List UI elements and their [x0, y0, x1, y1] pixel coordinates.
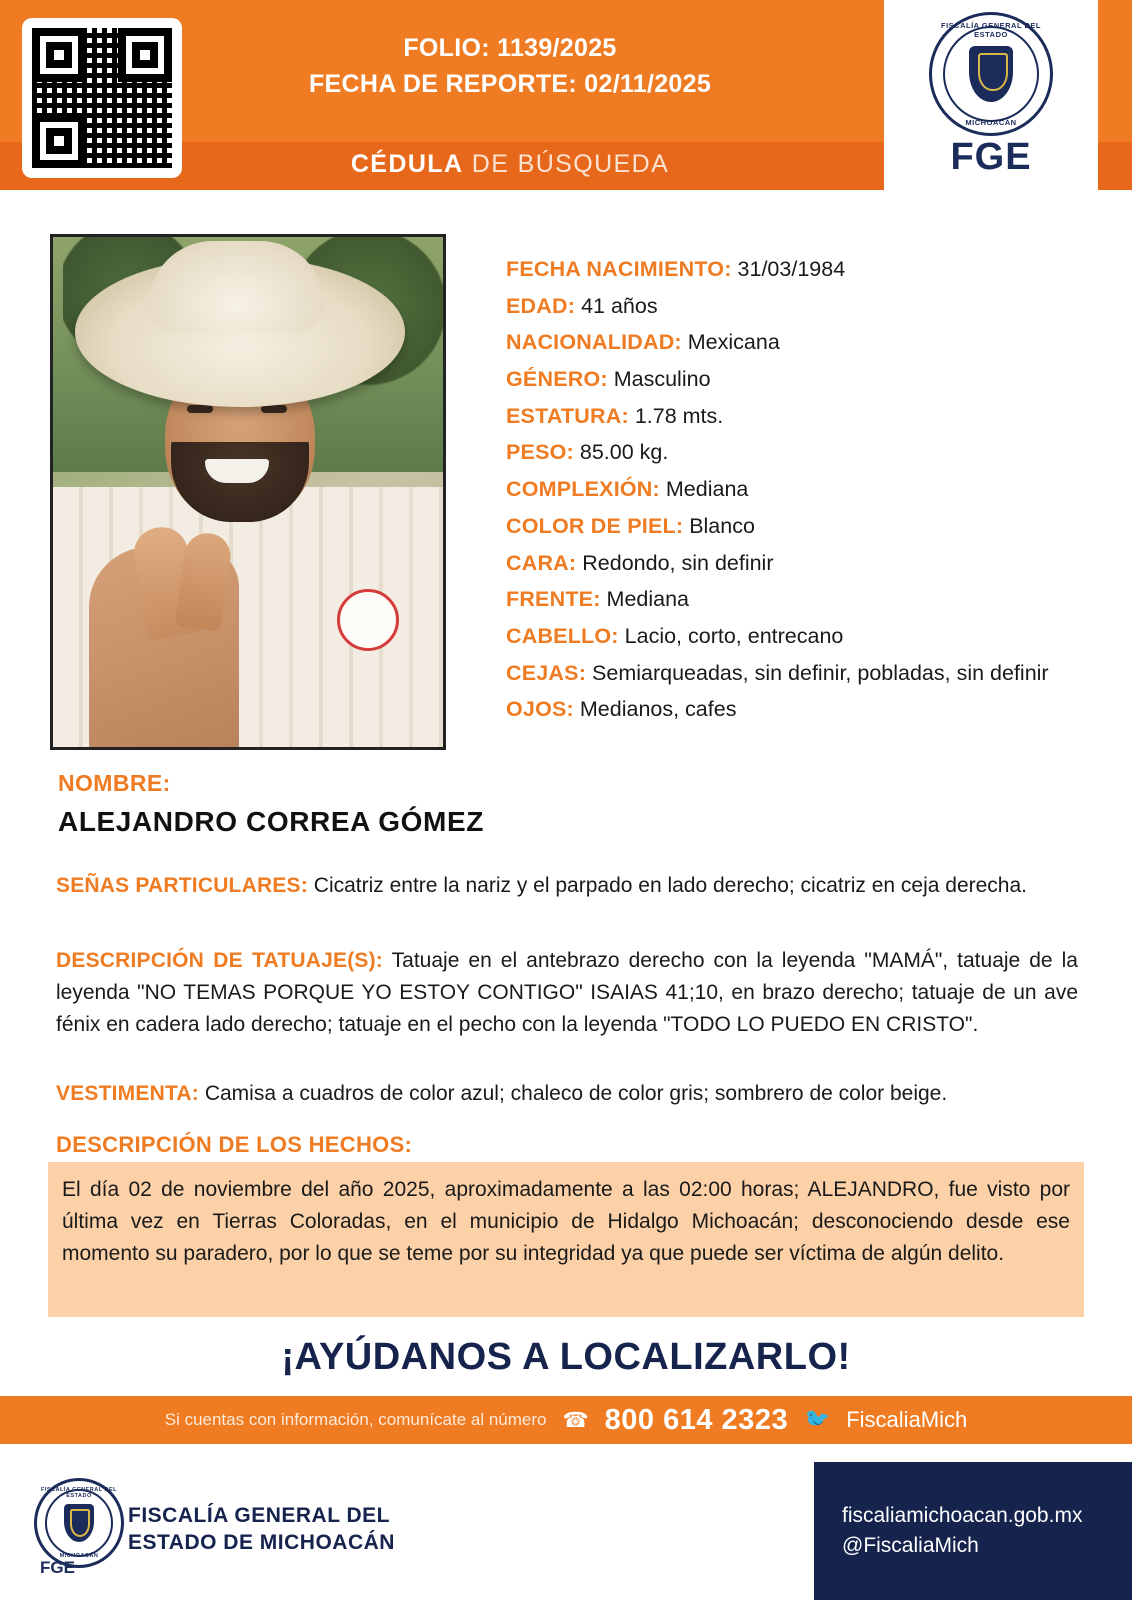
seal-bottom-text: MICHOACÁN: [965, 118, 1017, 127]
detail-value: 41 años: [581, 293, 658, 318]
detail-row: [506, 472, 1106, 508]
physical-description-list: [506, 252, 1106, 729]
report-date-label: FECHA DE REPORTE:: [308, 70, 578, 99]
document-type-rest: DE BÚSQUEDA: [463, 150, 670, 178]
folio-label: FOLIO:: [403, 34, 490, 62]
folio-value: 1139/2025: [497, 34, 617, 62]
detail-label: CABELLO:: [506, 623, 619, 648]
detail-value: Mediana: [606, 587, 690, 612]
header: [0, 0, 1132, 190]
detail-row: [506, 325, 1106, 361]
detail-value: 1.78 mts.: [634, 403, 724, 428]
shield-icon: [64, 1504, 94, 1542]
report-date-line: [200, 66, 820, 102]
clothing-label: VESTIMENTA:: [56, 1082, 199, 1105]
fge-seal-icon: [929, 12, 1053, 136]
tattoos-label: DESCRIPCIÓN DE TATUAJE(S):: [56, 949, 383, 972]
photo-smile: [205, 459, 269, 483]
footer-org-line-1: FISCALÍA GENERAL DEL: [128, 1504, 391, 1527]
seal-inner-ring: [943, 26, 1039, 122]
qr-code-icon: [32, 28, 172, 168]
footer-seal-icon: [34, 1478, 126, 1570]
detail-row: [506, 656, 1106, 692]
footer-org-line-2: ESTADO DE MICHOACÁN: [128, 1531, 395, 1555]
detail-row: [506, 435, 1106, 471]
facts-label: DESCRIPCIÓN DE LOS HECHOS:: [56, 1132, 413, 1157]
detail-row: [506, 399, 1106, 435]
detail-value: Redondo, sin definir: [582, 550, 774, 575]
tattoos-text: Tatuaje en el antebrazo derecho con la leyenda "MAMÁ", tatuaje de la leyenda "NO TEMAS PORQUE YO ESTOY CONTIGO" ISAIAS 41;10, en brazo derecho; tatuaje de un ave fénix en cadera lado derecho; tatuaje en el pecho con la leyenda "TODO LO PUEDO EN CRISTO".: [56, 949, 1078, 1036]
detail-label: COMPLEXIÓN:: [506, 477, 660, 502]
shield-icon: [969, 46, 1013, 102]
detail-label: COLOR DE PIEL:: [506, 513, 684, 538]
detail-value: Mediana: [665, 477, 749, 502]
missing-person-photo: [50, 234, 446, 750]
footer-seal-bottom-text: MICHOACÁN: [59, 1553, 99, 1559]
detail-value: Medianos, cafes: [579, 697, 737, 722]
folio-line: [200, 30, 820, 66]
folio-block: [200, 30, 820, 103]
detail-label: EDAD:: [506, 293, 576, 318]
detail-row: [506, 362, 1106, 398]
twitter-icon: 🐦: [804, 1408, 831, 1431]
tattoos-section: [56, 945, 1078, 1041]
footer-fge-wordmark: FGE: [40, 1558, 75, 1577]
detail-row: [506, 546, 1106, 582]
detail-label: NACIONALIDAD:: [506, 330, 682, 355]
name-label: NOMBRE:: [58, 770, 171, 796]
photo-eye-right: [261, 405, 287, 413]
photo-hat-crown: [149, 241, 324, 333]
phone-icon: ☎: [562, 1408, 589, 1432]
footer-seal: [34, 1478, 124, 1568]
fge-logo-card: [884, 0, 1098, 246]
contact-twitter[interactable]: FiscaliaMich: [846, 1407, 968, 1432]
detail-value: 31/03/1984: [737, 257, 846, 281]
detail-label: ESTATURA:: [506, 403, 629, 428]
footer-twitter-link[interactable]: @FiscaliaMich: [842, 1534, 979, 1557]
detail-label: PESO:: [506, 440, 574, 465]
detail-label: CARA:: [506, 550, 577, 575]
seal-top-text: FISCALÍA GENERAL DEL ESTADO: [940, 21, 1041, 39]
detail-label: FRENTE:: [506, 587, 601, 612]
detail-row: [506, 582, 1106, 618]
detail-value: Mexicana: [687, 330, 780, 355]
distinguishing-marks-text: Cicatriz entre la nariz y el parpado en lado derecho; cicatriz en ceja derecha.: [313, 874, 1028, 897]
facts-text: El día 02 de noviembre del año 2025, aproximadamente a las 02:00 horas; ALEJANDRO, fue visto por última vez en Tierras Coloradas, en el municipio de Hidalgo Michoacán; desconociendo desde ese momento su paradero, por lo que se teme por su integridad ya que puede ser víctima de algún delito.: [48, 1162, 1084, 1317]
detail-value: 85.00 kg.: [579, 440, 669, 465]
distinguishing-marks-label: SEÑAS PARTICULARES:: [56, 874, 308, 897]
detail-row: [506, 619, 1106, 655]
footer-links-panel: [814, 1462, 1132, 1600]
fge-wordmark: FGE: [950, 136, 1032, 178]
qr-code-container[interactable]: [22, 18, 182, 178]
report-date-value: 02/11/2025: [584, 70, 712, 99]
person-name: ALEJANDRO CORREA GÓMEZ: [58, 806, 484, 837]
distinguishing-marks-section: [56, 870, 1078, 902]
detail-value: Masculino: [613, 367, 711, 392]
contact-note: Si cuentas con información, comunícate al número: [164, 1410, 547, 1429]
qr-corner-bottom-left: [32, 114, 86, 168]
document-type-strong: CÉDULA: [350, 150, 464, 178]
detail-label: FECHA NACIMIENTO:: [506, 257, 732, 281]
detail-row: [506, 289, 1106, 325]
document-type-title: [200, 150, 820, 179]
footer-seal-top-text: FISCALÍA GENERAL DEL ESTADO: [40, 1487, 117, 1499]
footer-website-link[interactable]: fiscaliamichoacan.gob.mx: [842, 1504, 1083, 1527]
detail-row: [506, 509, 1106, 545]
detail-label: OJOS:: [506, 697, 574, 722]
photo-eye-left: [187, 405, 213, 413]
detail-value: Semiarqueadas, sin definir, pobladas, sin definir: [592, 660, 1049, 685]
footer-seal-inner: [45, 1489, 113, 1557]
footer-organization: [128, 1502, 395, 1557]
detail-label: GÉNERO:: [506, 367, 608, 392]
detail-value: Lacio, corto, entrecano: [624, 623, 844, 648]
clothing-text: Camisa a cuadros de color azul; chaleco de color gris; sombrero de color beige.: [204, 1082, 948, 1105]
clothing-section: [56, 1078, 1078, 1110]
contact-bar: [0, 1396, 1132, 1444]
contact-phone[interactable]: 800 614 2323: [604, 1403, 789, 1436]
detail-value: Blanco: [689, 513, 755, 538]
detail-label: CEJAS:: [506, 660, 587, 685]
photo-shirt-badge: [337, 589, 399, 651]
detail-row: [506, 692, 1106, 728]
detail-row: [506, 252, 1106, 288]
call-to-action-headline: ¡AYÚDANOS A LOCALIZARLO!: [281, 1336, 851, 1378]
